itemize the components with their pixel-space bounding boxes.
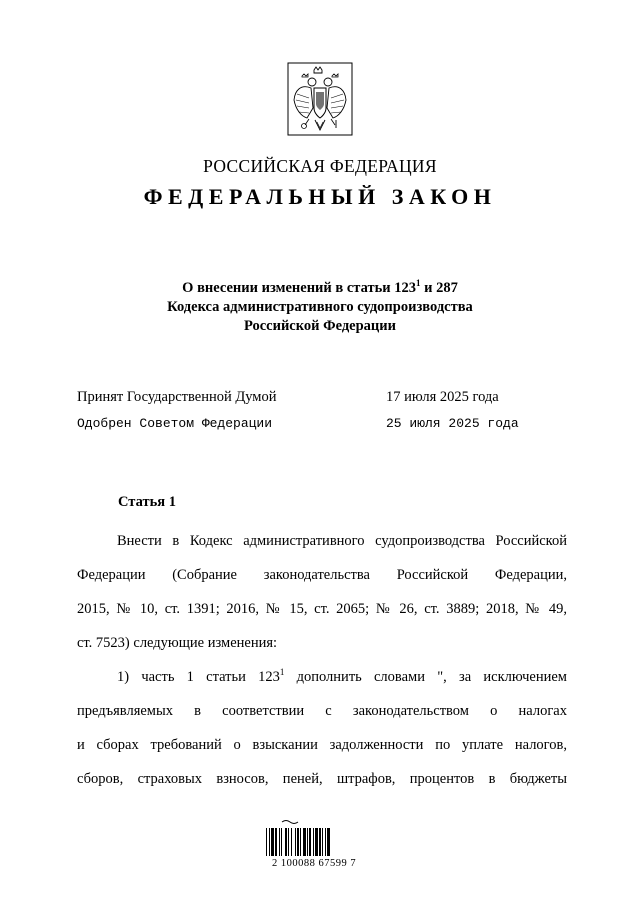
country-name: РОССИЙСКАЯ ФЕДЕРАЦИЯ bbox=[203, 156, 437, 176]
law-title-line-1: О внесении изменений в статьи $123^1$ и 287 bbox=[182, 278, 458, 296]
body-line: и сборах требований о взыскании задолженности по уплате налогов, bbox=[77, 737, 567, 753]
council-approval-date: 25 июля 2025 года bbox=[386, 416, 519, 431]
article-heading: Статья 1 bbox=[118, 494, 176, 510]
body-line: 2015, № 10, ст. 1391; 2016, № 15, ст. 2065; № 26, ст. 3889; 2018, № 49, bbox=[77, 601, 567, 617]
body-line: Федерации (Собрание законодательства Российской Федерации, bbox=[77, 567, 567, 583]
duma-adoption-label: Принят Государственной Думой bbox=[77, 389, 277, 405]
barcode-number: 2 100088 67599 7 bbox=[271, 858, 357, 869]
coat-of-arms-emblem bbox=[287, 62, 353, 136]
council-approval-label: Одобрен Советом Федерации bbox=[77, 416, 273, 431]
body-line: предъявляемых в соответствии с законодательством о налогах bbox=[77, 703, 567, 719]
body-line: ст. 7523) следующие изменения: bbox=[77, 635, 278, 651]
law-title-line-2: Кодекса административного судопроизводства bbox=[167, 299, 473, 315]
law-title-line-3: Российской Федерации bbox=[243, 318, 396, 334]
body-line: 1) часть 1 статьи $123^1$ дополнить словами ", за исключением bbox=[117, 667, 567, 685]
article-body bbox=[77, 524, 567, 796]
document-type: ФЕДЕРАЛЬНЫЙ ЗАКОН bbox=[143, 184, 497, 209]
body-line: Внести в Кодекс административного судопроизводства Российской bbox=[117, 533, 567, 549]
duma-adoption-date: 17 июля 2025 года bbox=[386, 389, 499, 405]
barcode-graphic bbox=[262, 818, 362, 858]
body-line: сборов, страховых взносов, пеней, штрафов, процентов в бюджеты bbox=[77, 771, 567, 787]
